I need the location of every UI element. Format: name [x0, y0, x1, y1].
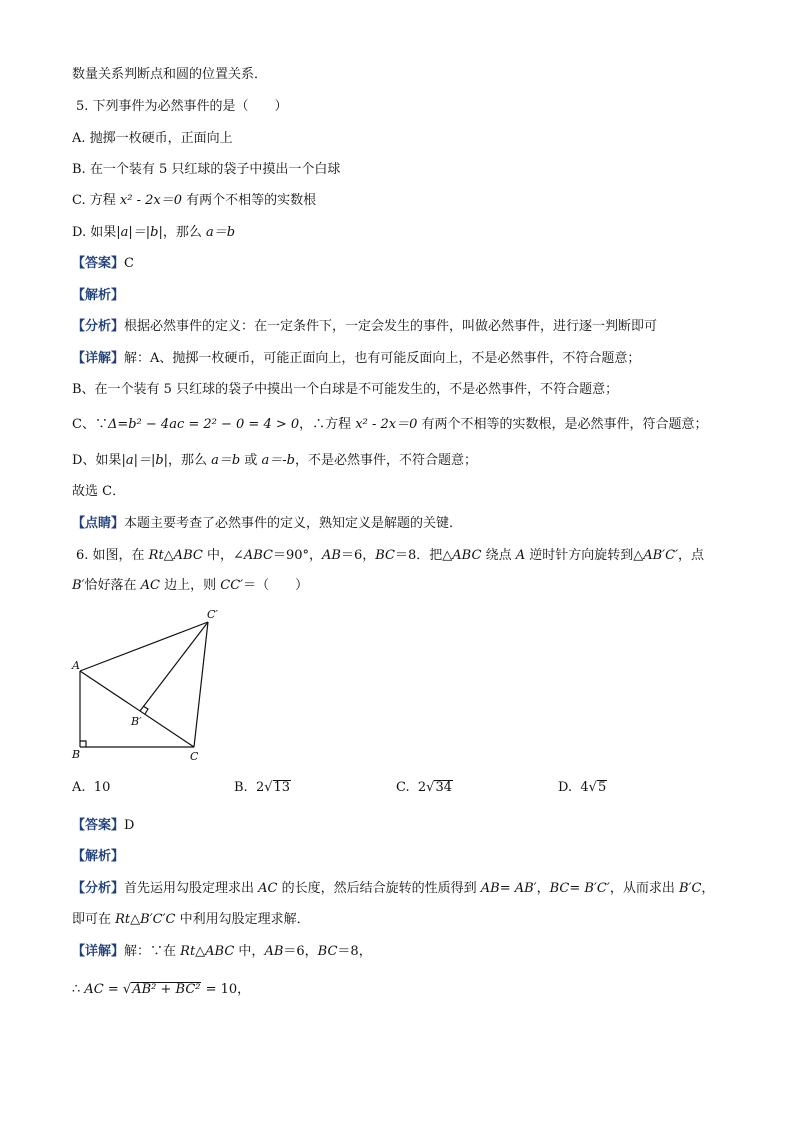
question-5: 5. 下列事件为必然事件的是（ ） — [76, 99, 288, 114]
label-b: B — [72, 748, 81, 761]
q6-option-d: D. 4√5 — [558, 780, 607, 795]
label-a: A — [72, 659, 80, 672]
segment-ac — [80, 671, 194, 747]
q5-option-a: A. 抛掷一枚硬币，正面向上 — [72, 131, 233, 146]
analysis-6-line1: 【分析】首先运用勾股定理求出 AC 的长度，然后结合旋转的性质得到 AB= AB′，BC= B′C′，从而求出 B′C， — [72, 881, 715, 896]
label-b-prime: B′ — [131, 715, 142, 728]
label-c: C — [190, 750, 199, 763]
analysis-heading-6: 【解析】 — [72, 849, 125, 864]
detail-6a: 【详解】解：∵在 Rt△ABC 中，AB＝6，BC＝8， — [72, 944, 372, 959]
answer-6: 【答案】D — [72, 818, 135, 833]
q5-option-b: B. 在一个装有 5 只红球的袋子中摸出一个白球 — [72, 162, 341, 177]
q6-option-a: A. 10 — [72, 780, 111, 795]
segment-cc-prime — [194, 622, 208, 747]
detail-5d: D、如果|a|＝|b|，那么 a＝b 或 a＝-b，不是必然事件，不符合题意； — [72, 453, 477, 468]
conclusion-5: 故选 C． — [72, 484, 126, 499]
detail-5a: 【详解】解：A、抛掷一枚硬币，可能正面向上，也有可能反面向上，不是必然事件，不符合题意； — [72, 351, 641, 366]
label-c-prime: C′ — [207, 608, 218, 621]
q6-option-c: C. 2√34 — [396, 780, 453, 795]
comment-5: 【点睛】本题主要考查了必然事件的定义，熟知定义是解题的关键． — [72, 516, 463, 531]
analysis-6-line2: 即可在 Rt△B′C′C 中利用勾股定理求解． — [72, 912, 310, 927]
q6-option-b: B. 2√13 — [234, 780, 291, 795]
answer-5: 【答案】C — [72, 256, 134, 271]
right-angle-b — [80, 741, 86, 747]
detail-5b: B、在一个装有 5 只红球的袋子中摸出一个白球是不可能发生的，不是必然事件，不符合题意； — [72, 382, 619, 397]
rotation-figure — [68, 604, 228, 768]
q5-option-c: C. 方程 x² - 2x＝0 有两个不相等的实数根 — [72, 193, 317, 208]
analysis-5: 【分析】根据必然事件的定义：在一定条件下，一定会发生的事件，叫做必然事件，进行逐一判断即可 — [72, 319, 658, 334]
q5-option-d: D. 如果|a|＝|b|，那么 a＝b — [72, 225, 236, 240]
text-line: 数量关系判断点和圆的位置关系． — [72, 67, 268, 82]
detail-6b: ∴ AC = √AB² + BC² = 10， — [72, 982, 251, 997]
analysis-heading: 【解析】 — [72, 288, 125, 303]
question-6-line2: B′恰好落在 AC 边上，则 CC′＝（ ） — [72, 578, 309, 593]
question-6-line1: 6. 如图，在 Rt△ABC 中，∠ABC＝90°，AB＝6，BC＝8．把△ABC 绕点 A 逆时针方向旋转到△AB′C′，点 — [76, 548, 705, 563]
detail-5c: C、∵Δ=b² − 4ac = 2² − 0 = 4 > 0，∴方程 x² - 2x＝0 有两个不相等的实数根，是必然事件，符合题意； — [72, 417, 708, 432]
